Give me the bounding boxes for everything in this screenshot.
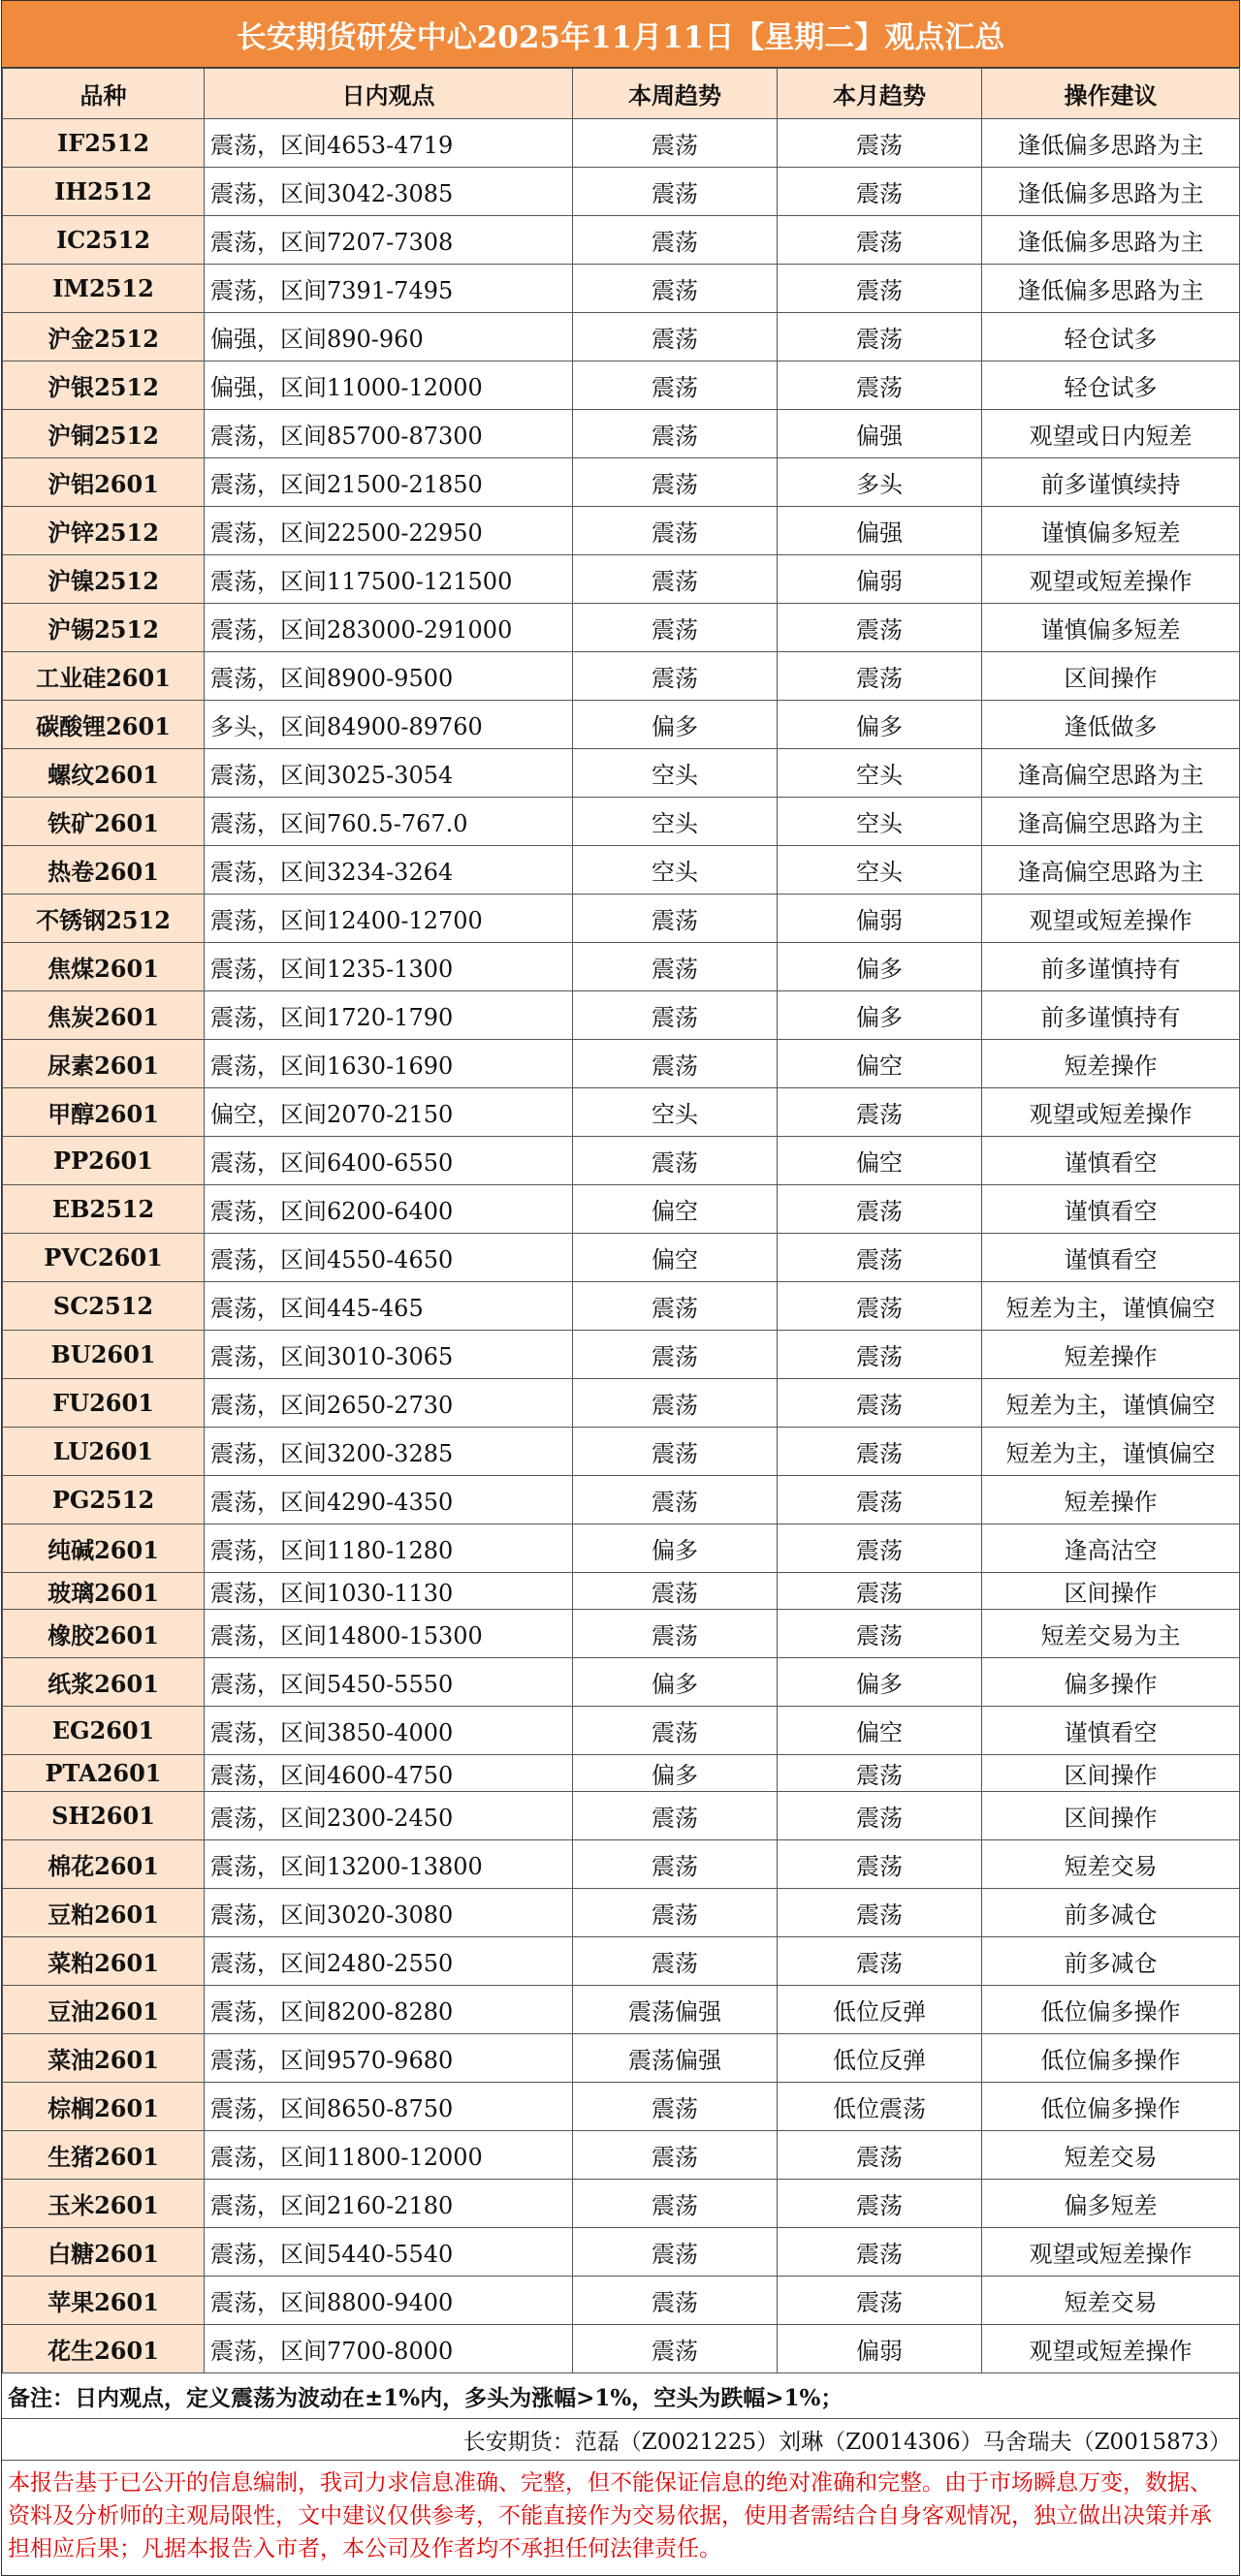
week-trend-cell: 偏多 [573, 701, 778, 749]
month-trend-cell: 震荡 [778, 1185, 982, 1234]
month-trend-cell: 震荡 [778, 1937, 982, 1986]
intraday-view-cell: 震荡，区间9570-9680 [205, 2034, 573, 2083]
advice-cell: 观望或短差操作 [982, 895, 1240, 943]
advice-cell: 谨慎偏多短差 [982, 507, 1240, 555]
variety-cell: 螺纹2601 [3, 749, 205, 798]
month-trend-cell: 偏多 [778, 701, 982, 749]
month-trend-cell: 偏多 [778, 943, 982, 991]
month-trend-cell: 震荡 [778, 1234, 982, 1282]
advice-cell: 前多减仓 [982, 1889, 1240, 1937]
month-trend-cell: 震荡 [778, 1428, 982, 1476]
advice-cell: 逢低偏多思路为主 [982, 119, 1240, 168]
week-trend-cell: 震荡偏强 [573, 2034, 778, 2083]
week-trend-cell: 震荡 [573, 1707, 778, 1755]
advice-cell: 观望或日内短差 [982, 410, 1240, 458]
variety-cell: 铁矿2601 [3, 798, 205, 846]
advice-cell: 逢高偏空思路为主 [982, 749, 1240, 798]
variety-cell: FU2601 [3, 1379, 205, 1428]
advice-cell: 观望或短差操作 [982, 1088, 1240, 1137]
variety-cell: 沪金2512 [3, 313, 205, 361]
week-trend-cell: 震荡 [573, 991, 778, 1040]
intraday-view-cell: 震荡，区间5440-5540 [205, 2228, 573, 2277]
disclaimer: 本报告基于已公开的信息编制，我司力求信息准确、完整，但不能保证信息的绝对准确和完整。由于市场瞬息万变，数据、资料及分析师的主观局限性，文中建议仅供参考，不能直接作为交易依据，使用者需结合自身客观情况，独立做出决策并承担相应后果；凡据本报告入市者，本公司及作者均不承担任何法律责任。 [8, 2470, 1212, 2561]
variety-cell: 豆油2601 [3, 1986, 205, 2034]
month-trend-cell: 震荡 [778, 2180, 982, 2228]
month-trend-cell: 震荡 [778, 1889, 982, 1937]
intraday-view-cell: 震荡，区间3850-4000 [205, 1707, 573, 1755]
intraday-view-cell: 震荡，区间8900-9500 [205, 652, 573, 701]
week-trend-cell: 震荡 [573, 410, 778, 458]
advice-cell: 谨慎看空 [982, 1234, 1240, 1282]
month-trend-cell: 低位反弹 [778, 1986, 982, 2034]
table-row [3, 1428, 1240, 1476]
table-row [3, 895, 1240, 943]
month-trend-cell: 低位震荡 [778, 2083, 982, 2131]
month-trend-cell: 低位反弹 [778, 2034, 982, 2083]
week-trend-cell: 空头 [573, 846, 778, 895]
intraday-view-cell: 震荡，区间12400-12700 [205, 895, 573, 943]
variety-cell: 菜油2601 [3, 2034, 205, 2083]
header-week-trend: 本周趋势 [573, 69, 778, 119]
month-trend-cell: 空头 [778, 749, 982, 798]
week-trend-cell: 震荡 [573, 2083, 778, 2131]
month-trend-cell: 震荡 [778, 1792, 982, 1840]
table-row [3, 265, 1240, 313]
table-row [3, 2034, 1240, 2083]
advice-cell: 短差为主，谨慎偏空 [982, 1379, 1240, 1428]
week-trend-cell: 震荡 [573, 1840, 778, 1889]
advice-cell: 低位偏多操作 [982, 2083, 1240, 2131]
week-trend-cell: 震荡 [573, 2228, 778, 2277]
views-table [2, 68, 1240, 2373]
table-header-row [3, 69, 1240, 119]
variety-cell: PVC2601 [3, 1234, 205, 1282]
month-trend-cell: 震荡 [778, 652, 982, 701]
header-month-trend: 本月趋势 [778, 69, 982, 119]
intraday-view-cell: 震荡，区间5450-5550 [205, 1658, 573, 1707]
table-row [3, 652, 1240, 701]
intraday-view-cell: 震荡，区间283000-291000 [205, 604, 573, 652]
table-row [3, 1137, 1240, 1185]
table-row [3, 2277, 1240, 2325]
table-row [3, 701, 1240, 749]
intraday-view-cell: 震荡，区间4600-4750 [205, 1755, 573, 1792]
variety-cell: 甲醇2601 [3, 1088, 205, 1137]
variety-cell: 豆粕2601 [3, 1889, 205, 1937]
week-trend-cell: 震荡 [573, 119, 778, 168]
week-trend-cell: 震荡 [573, 1792, 778, 1840]
month-trend-cell: 偏空 [778, 1137, 982, 1185]
table-row [3, 507, 1240, 555]
month-trend-cell: 震荡 [778, 2131, 982, 2180]
table-row [3, 168, 1240, 216]
table-row [3, 846, 1240, 895]
intraday-view-cell: 震荡，区间117500-121500 [205, 555, 573, 604]
month-trend-cell: 震荡 [778, 1331, 982, 1379]
week-trend-cell: 震荡 [573, 555, 778, 604]
intraday-view-cell: 震荡，区间11800-12000 [205, 2131, 573, 2180]
month-trend-cell: 震荡 [778, 1379, 982, 1428]
intraday-view-cell: 震荡，区间1630-1690 [205, 1040, 573, 1088]
advice-cell: 偏多短差 [982, 2180, 1240, 2228]
month-trend-cell: 震荡 [778, 604, 982, 652]
variety-cell: 热卷2601 [3, 846, 205, 895]
week-trend-cell: 震荡 [573, 168, 778, 216]
intraday-view-cell: 震荡，区间8800-9400 [205, 2277, 573, 2325]
variety-cell: 棕榈2601 [3, 2083, 205, 2131]
week-trend-cell: 震荡 [573, 507, 778, 555]
variety-cell: 焦煤2601 [3, 943, 205, 991]
month-trend-cell: 偏强 [778, 507, 982, 555]
table-row [3, 1755, 1240, 1792]
month-trend-cell: 震荡 [778, 216, 982, 265]
advice-cell: 低位偏多操作 [982, 1986, 1240, 2034]
advice-cell: 短差交易 [982, 2131, 1240, 2180]
month-trend-cell: 震荡 [778, 361, 982, 410]
table-row [3, 119, 1240, 168]
week-trend-cell: 震荡 [573, 2325, 778, 2373]
month-trend-cell: 震荡 [778, 1524, 982, 1573]
variety-cell: 棉花2601 [3, 1840, 205, 1889]
intraday-view-cell: 震荡，区间1030-1130 [205, 1573, 573, 1610]
week-trend-cell: 偏多 [573, 1658, 778, 1707]
advice-cell: 观望或短差操作 [982, 2325, 1240, 2373]
month-trend-cell: 偏空 [778, 1040, 982, 1088]
table-row [3, 2180, 1240, 2228]
advice-cell: 观望或短差操作 [982, 2228, 1240, 2277]
week-trend-cell: 震荡 [573, 2277, 778, 2325]
advice-cell: 逢低偏多思路为主 [982, 216, 1240, 265]
variety-cell: 玉米2601 [3, 2180, 205, 2228]
variety-cell: 白糖2601 [3, 2228, 205, 2277]
week-trend-cell: 震荡 [573, 1331, 778, 1379]
week-trend-cell: 震荡 [573, 1282, 778, 1331]
month-trend-cell: 震荡 [778, 1610, 982, 1658]
table-row [3, 1840, 1240, 1889]
variety-cell: 橡胶2601 [3, 1610, 205, 1658]
week-trend-cell: 震荡 [573, 458, 778, 507]
table-row [3, 1185, 1240, 1234]
table-row [3, 1792, 1240, 1840]
intraday-view-cell: 震荡，区间4550-4650 [205, 1234, 573, 1282]
month-trend-cell: 震荡 [778, 313, 982, 361]
table-row [3, 2228, 1240, 2277]
week-trend-cell: 震荡 [573, 361, 778, 410]
intraday-view-cell: 震荡，区间3042-3085 [205, 168, 573, 216]
intraday-view-cell: 震荡，区间7207-7308 [205, 216, 573, 265]
variety-cell: SC2512 [3, 1282, 205, 1331]
advice-cell: 区间操作 [982, 652, 1240, 701]
month-trend-cell: 偏弱 [778, 2325, 982, 2373]
intraday-view-cell: 震荡，区间2160-2180 [205, 2180, 573, 2228]
table-row [3, 555, 1240, 604]
intraday-view-cell: 震荡，区间3234-3264 [205, 846, 573, 895]
table-row [3, 361, 1240, 410]
week-trend-cell: 震荡 [573, 265, 778, 313]
month-trend-cell: 空头 [778, 798, 982, 846]
variety-cell: 沪铜2512 [3, 410, 205, 458]
intraday-view-cell: 震荡，区间3010-3065 [205, 1331, 573, 1379]
advice-cell: 逢低偏多思路为主 [982, 168, 1240, 216]
month-trend-cell: 震荡 [778, 1840, 982, 1889]
week-trend-cell: 震荡 [573, 895, 778, 943]
advice-cell: 短差为主，谨慎偏空 [982, 1428, 1240, 1476]
intraday-view-cell: 震荡，区间4653-4719 [205, 119, 573, 168]
variety-cell: PTA2601 [3, 1755, 205, 1792]
header-variety: 品种 [3, 69, 205, 119]
table-row [3, 1282, 1240, 1331]
variety-cell: 沪锡2512 [3, 604, 205, 652]
month-trend-cell: 震荡 [778, 1573, 982, 1610]
intraday-view-cell: 震荡，区间3020-3080 [205, 1889, 573, 1937]
week-trend-cell: 震荡 [573, 313, 778, 361]
advice-cell: 观望或短差操作 [982, 555, 1240, 604]
table-row [3, 216, 1240, 265]
table-row [3, 1476, 1240, 1524]
month-trend-cell: 多头 [778, 458, 982, 507]
week-trend-cell: 震荡 [573, 1937, 778, 1986]
intraday-view-cell: 震荡，区间7700-8000 [205, 2325, 573, 2373]
week-trend-cell: 震荡 [573, 1889, 778, 1937]
week-trend-cell: 震荡 [573, 1573, 778, 1610]
analysts-line: 长安期货：范磊（Z0021225）刘琳（Z0014306）马舍瑞夫（Z0015873） [2, 2419, 1239, 2461]
variety-cell: LU2601 [3, 1428, 205, 1476]
advice-cell: 短差操作 [982, 1331, 1240, 1379]
advice-cell: 谨慎看空 [982, 1707, 1240, 1755]
week-trend-cell: 震荡 [573, 2180, 778, 2228]
table-row [3, 1331, 1240, 1379]
table-row [3, 1986, 1240, 2034]
month-trend-cell: 震荡 [778, 1088, 982, 1137]
footnote: 备注：日内观点，定义震荡为波动在±1%内，多头为涨幅>1%，空头为跌幅>1%； [2, 2373, 1239, 2419]
variety-cell: 沪镍2512 [3, 555, 205, 604]
week-trend-cell: 震荡 [573, 943, 778, 991]
table-row [3, 313, 1240, 361]
intraday-view-cell: 震荡，区间7391-7495 [205, 265, 573, 313]
variety-cell: 工业硅2601 [3, 652, 205, 701]
header-intraday-view: 日内观点 [205, 69, 573, 119]
month-trend-cell: 震荡 [778, 2277, 982, 2325]
intraday-view-cell: 震荡，区间3200-3285 [205, 1428, 573, 1476]
advice-cell: 轻仓试多 [982, 313, 1240, 361]
week-trend-cell: 震荡 [573, 1428, 778, 1476]
month-trend-cell: 震荡 [778, 1476, 982, 1524]
intraday-view-cell: 多头，区间84900-89760 [205, 701, 573, 749]
advice-cell: 逢低偏多思路为主 [982, 265, 1240, 313]
month-trend-cell: 震荡 [778, 1282, 982, 1331]
week-trend-cell: 空头 [573, 749, 778, 798]
table-row [3, 2131, 1240, 2180]
variety-cell: EG2601 [3, 1707, 205, 1755]
variety-cell: 沪铝2601 [3, 458, 205, 507]
intraday-view-cell: 偏强，区间890-960 [205, 313, 573, 361]
variety-cell: IM2512 [3, 265, 205, 313]
table-row [3, 1379, 1240, 1428]
table-row [3, 410, 1240, 458]
week-trend-cell: 震荡 [573, 2131, 778, 2180]
week-trend-cell: 震荡 [573, 1040, 778, 1088]
intraday-view-cell: 震荡，区间6200-6400 [205, 1185, 573, 1234]
month-trend-cell: 偏强 [778, 410, 982, 458]
intraday-view-cell: 震荡，区间6400-6550 [205, 1137, 573, 1185]
week-trend-cell: 偏空 [573, 1234, 778, 1282]
advice-cell: 谨慎看空 [982, 1137, 1240, 1185]
month-trend-cell: 震荡 [778, 2228, 982, 2277]
advice-cell: 短差交易为主 [982, 1610, 1240, 1658]
variety-cell: 花生2601 [3, 2325, 205, 2373]
week-trend-cell: 震荡 [573, 216, 778, 265]
intraday-view-cell: 震荡，区间22500-22950 [205, 507, 573, 555]
advice-cell: 短差操作 [982, 1476, 1240, 1524]
week-trend-cell: 震荡 [573, 604, 778, 652]
intraday-view-cell: 震荡，区间13200-13800 [205, 1840, 573, 1889]
advice-cell: 前多谨慎持有 [982, 991, 1240, 1040]
advice-cell: 偏多操作 [982, 1658, 1240, 1707]
advice-cell: 逢低做多 [982, 701, 1240, 749]
intraday-view-cell: 震荡，区间1720-1790 [205, 991, 573, 1040]
table-row [3, 604, 1240, 652]
intraday-view-cell: 震荡，区间8650-8750 [205, 2083, 573, 2131]
advice-cell: 谨慎偏多短差 [982, 604, 1240, 652]
table-row [3, 1937, 1240, 1986]
intraday-view-cell: 震荡，区间1235-1300 [205, 943, 573, 991]
variety-cell: IC2512 [3, 216, 205, 265]
variety-cell: 纸浆2601 [3, 1658, 205, 1707]
variety-cell: EB2512 [3, 1185, 205, 1234]
variety-cell: SH2601 [3, 1792, 205, 1840]
variety-cell: 菜粕2601 [3, 1937, 205, 1986]
report-sheet [1, 0, 1240, 2576]
variety-cell: 苹果2601 [3, 2277, 205, 2325]
table-row [3, 1088, 1240, 1137]
variety-cell: PG2512 [3, 1476, 205, 1524]
variety-cell: 沪锌2512 [3, 507, 205, 555]
advice-cell: 短差交易 [982, 2277, 1240, 2325]
intraday-view-cell: 震荡，区间1180-1280 [205, 1524, 573, 1573]
week-trend-cell: 震荡 [573, 1379, 778, 1428]
intraday-view-cell: 震荡，区间2480-2550 [205, 1937, 573, 1986]
advice-cell: 轻仓试多 [982, 361, 1240, 410]
advice-cell: 逢高沽空 [982, 1524, 1240, 1573]
week-trend-cell: 偏空 [573, 1185, 778, 1234]
table-row [3, 1040, 1240, 1088]
advice-cell: 短差交易 [982, 1840, 1240, 1889]
intraday-view-cell: 震荡，区间14800-15300 [205, 1610, 573, 1658]
advice-cell: 区间操作 [982, 1792, 1240, 1840]
advice-cell: 逢高偏空思路为主 [982, 846, 1240, 895]
table-row [3, 1658, 1240, 1707]
month-trend-cell: 震荡 [778, 1755, 982, 1792]
variety-cell: IF2512 [3, 119, 205, 168]
advice-cell: 逢高偏空思路为主 [982, 798, 1240, 846]
advice-cell: 低位偏多操作 [982, 2034, 1240, 2083]
month-trend-cell: 偏多 [778, 1658, 982, 1707]
intraday-view-cell: 震荡，区间760.5-767.0 [205, 798, 573, 846]
intraday-view-cell: 偏空，区间2070-2150 [205, 1088, 573, 1137]
week-trend-cell: 偏多 [573, 1755, 778, 1792]
table-row [3, 1524, 1240, 1573]
table-row [3, 798, 1240, 846]
week-trend-cell: 偏多 [573, 1524, 778, 1573]
intraday-view-cell: 震荡，区间21500-21850 [205, 458, 573, 507]
table-row [3, 458, 1240, 507]
report-title: 长安期货研发中心2025年11月11日【星期二】观点汇总 [2, 1, 1239, 68]
advice-cell: 短差操作 [982, 1040, 1240, 1088]
variety-cell: IH2512 [3, 168, 205, 216]
intraday-view-cell: 偏强，区间11000-12000 [205, 361, 573, 410]
table-body [3, 119, 1240, 2373]
table-row [3, 991, 1240, 1040]
week-trend-cell: 震荡 [573, 1476, 778, 1524]
month-trend-cell: 偏多 [778, 991, 982, 1040]
month-trend-cell: 震荡 [778, 119, 982, 168]
month-trend-cell: 偏空 [778, 1707, 982, 1755]
advice-cell: 前多减仓 [982, 1937, 1240, 1986]
intraday-view-cell: 震荡，区间85700-87300 [205, 410, 573, 458]
intraday-view-cell: 震荡，区间4290-4350 [205, 1476, 573, 1524]
variety-cell: 生猪2601 [3, 2131, 205, 2180]
advice-cell: 短差为主，谨慎偏空 [982, 1282, 1240, 1331]
advice-cell: 前多谨慎续持 [982, 458, 1240, 507]
variety-cell: 尿素2601 [3, 1040, 205, 1088]
intraday-view-cell: 震荡，区间2650-2730 [205, 1379, 573, 1428]
table-row [3, 1573, 1240, 1610]
variety-cell: 碳酸锂2601 [3, 701, 205, 749]
month-trend-cell: 震荡 [778, 168, 982, 216]
variety-cell: 沪银2512 [3, 361, 205, 410]
table-row [3, 1707, 1240, 1755]
table-row [3, 943, 1240, 991]
table-row [3, 1610, 1240, 1658]
advice-cell: 区间操作 [982, 1573, 1240, 1610]
month-trend-cell: 偏弱 [778, 555, 982, 604]
week-trend-cell: 空头 [573, 798, 778, 846]
week-trend-cell: 震荡偏强 [573, 1986, 778, 2034]
month-trend-cell: 震荡 [778, 265, 982, 313]
intraday-view-cell: 震荡，区间2300-2450 [205, 1792, 573, 1840]
table-row [3, 749, 1240, 798]
advice-cell: 前多谨慎持有 [982, 943, 1240, 991]
variety-cell: 玻璃2601 [3, 1573, 205, 1610]
month-trend-cell: 偏弱 [778, 895, 982, 943]
variety-cell: BU2601 [3, 1331, 205, 1379]
table-row [3, 1234, 1240, 1282]
week-trend-cell: 震荡 [573, 1610, 778, 1658]
week-trend-cell: 空头 [573, 1088, 778, 1137]
variety-cell: 不锈钢2512 [3, 895, 205, 943]
intraday-view-cell: 震荡，区间445-465 [205, 1282, 573, 1331]
advice-cell: 区间操作 [982, 1755, 1240, 1792]
variety-cell: 纯碱2601 [3, 1524, 205, 1573]
table-row [3, 1889, 1240, 1937]
variety-cell: PP2601 [3, 1137, 205, 1185]
table-row [3, 2325, 1240, 2373]
header-advice: 操作建议 [982, 69, 1240, 119]
intraday-view-cell: 震荡，区间3025-3054 [205, 749, 573, 798]
intraday-view-cell: 震荡，区间8200-8280 [205, 1986, 573, 2034]
week-trend-cell: 震荡 [573, 652, 778, 701]
variety-cell: 焦炭2601 [3, 991, 205, 1040]
advice-cell: 谨慎看空 [982, 1185, 1240, 1234]
table-row [3, 2083, 1240, 2131]
week-trend-cell: 震荡 [573, 1137, 778, 1185]
month-trend-cell: 空头 [778, 846, 982, 895]
